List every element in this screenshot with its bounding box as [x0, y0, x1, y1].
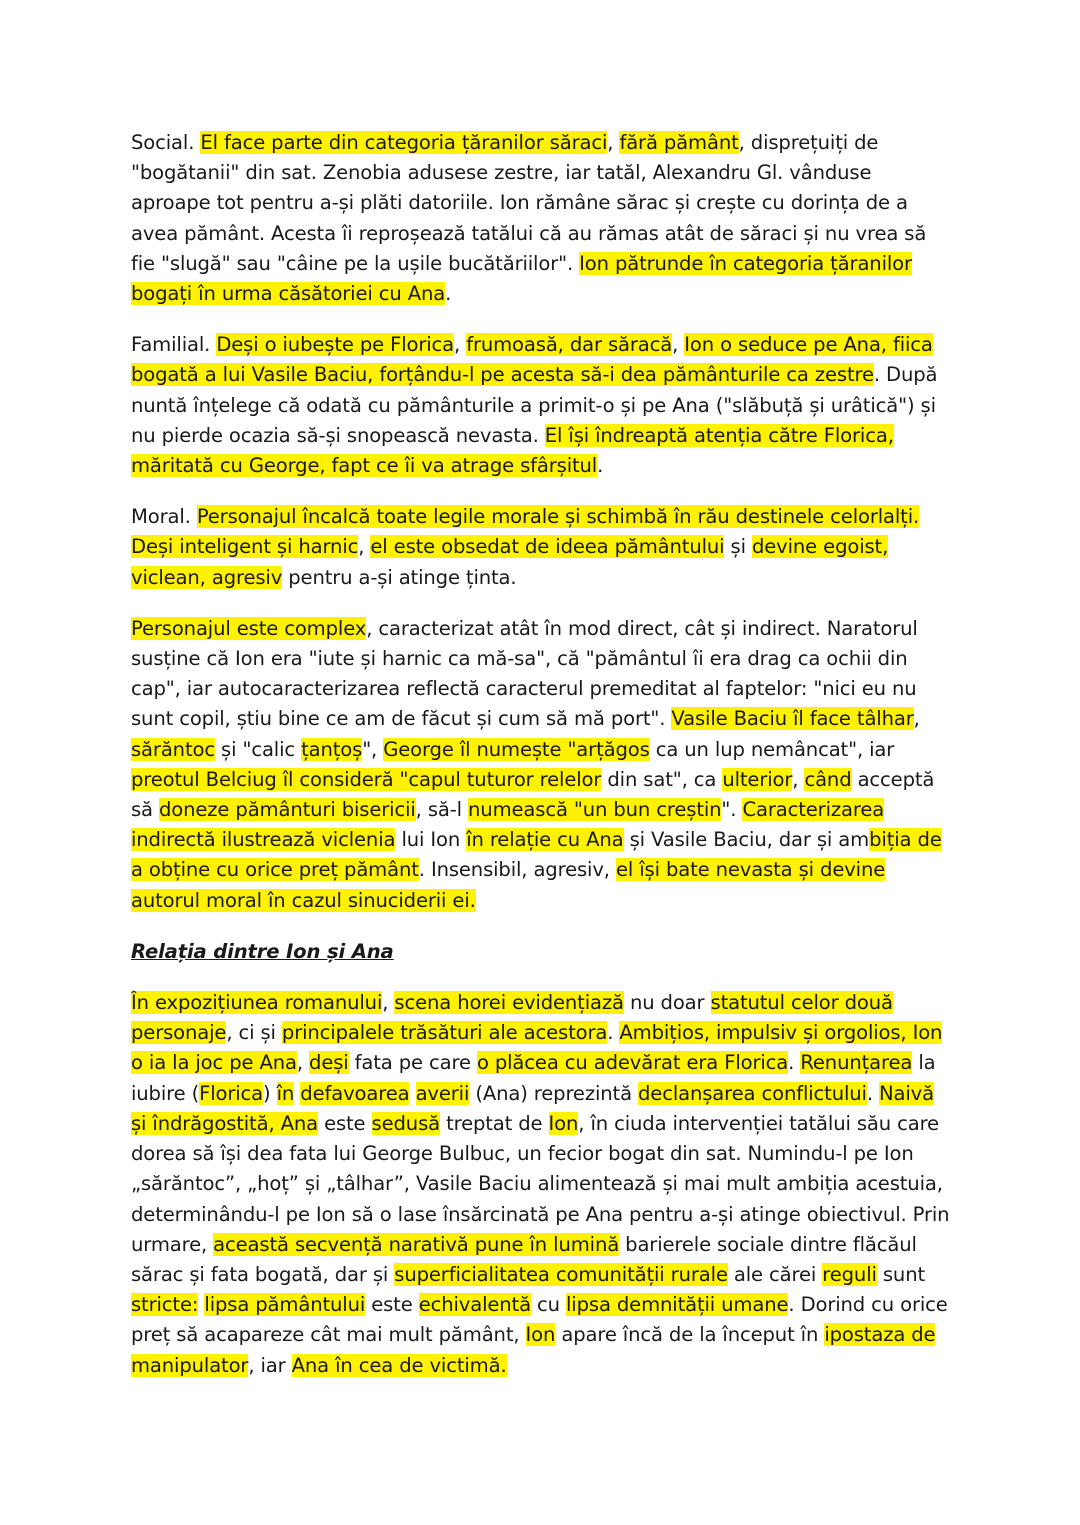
paragraph-relationship	[131, 988, 951, 1381]
text-run: ,	[672, 333, 685, 357]
text-run: ,	[913, 707, 920, 731]
highlighted-text: Deși o iubește pe Florica	[216, 333, 455, 357]
highlighted-text: Deși inteligent și harnic	[131, 535, 359, 559]
text-run: (Ana) reprezintă	[469, 1081, 639, 1105]
text-run: apare încă de la început în	[555, 1323, 825, 1347]
highlighted-text: Ion o seduce pe Ana, fiica bogată a lui Vasile Baciu, forțându-l pe acesta să-i dea pământurile ca zestre	[131, 333, 933, 387]
highlighted-text: numească "un bun creștin	[468, 798, 722, 822]
text-run: , disprețuiți de "bogătanii" din sat. Zenobia adusese zestre, iar tatăl, Alexandru Gl. vânduse aproape tot pentru a-și plăti datoriile. Ion rămâne sărac și crește cu dorința de a avea pământ. Acesta îi reproșează tatălui că au rămas atât de săraci și nu vrea să fie "slugă" sau "câine pe la ușile bucătăriilor".	[131, 131, 927, 275]
text-run: și	[724, 535, 752, 559]
highlighted-text: Caracterizarea indirectă ilustrează viclenia	[131, 798, 885, 852]
text-run: , caracterizat atât în mod direct, cât și indirect. Naratorul susține că Ion era "iute și harnic ca mă-sa", că "pământul îi era drag ca ochii din cap", iar autocaracterizarea reflectă caracterul premeditat al faptelor: "nici eu nu sunt copil, știu bine ce am de făcut și cum să mă port".	[131, 616, 918, 731]
text-run: .	[445, 282, 452, 306]
highlighted-text: ipostaza de manipulator	[131, 1323, 936, 1377]
text-run: la iubire (	[131, 1051, 936, 1105]
text-run: Social.	[131, 131, 201, 154]
text-run: .	[607, 1021, 620, 1045]
highlighted-text: el este obsedat de ideea pământului	[370, 535, 725, 559]
text-run: , să-l	[415, 798, 469, 822]
paragraph-social	[131, 128, 951, 309]
highlighted-text: Florica	[199, 1081, 264, 1105]
text-run: .	[866, 1081, 879, 1105]
text-run: cu	[530, 1293, 567, 1317]
highlighted-text: țanțoș	[301, 737, 363, 761]
highlighted-text: în	[276, 1081, 295, 1105]
text-run: ,	[454, 333, 467, 357]
highlighted-text: această secvență narativă pune în lumină	[213, 1232, 620, 1256]
section-heading: Relația dintre Ion și Ana	[131, 939, 394, 963]
highlighted-text: Ion	[548, 1111, 579, 1135]
text-run: fata pe care	[348, 1051, 477, 1075]
highlighted-text: o plăcea cu adevărat era Florica	[476, 1051, 789, 1075]
highlighted-text: Ion pătrunde în categoria țăranilor bogați în urma căsătoriei cu Ana	[131, 251, 912, 306]
highlighted-text: În expozițiunea romanului	[131, 991, 383, 1015]
text-run: este	[317, 1111, 372, 1135]
highlighted-text: devine egoist, viclean, agresiv	[131, 535, 889, 589]
highlighted-text: lipsa demnității umane	[566, 1293, 789, 1317]
highlighted-text: averii	[415, 1081, 470, 1105]
highlighted-text: reguli	[822, 1262, 877, 1286]
highlighted-text: Ion	[525, 1323, 556, 1347]
text-run: ale cărei	[727, 1262, 823, 1286]
text-run: pentru a-și atinge ținta.	[282, 565, 517, 589]
highlighted-text: superficialitatea comunității rurale	[394, 1262, 728, 1286]
highlighted-text: preotul Belciug îl consideră "capul tuturor relelor	[131, 767, 602, 791]
highlighted-text: principalele trăsături ale acestora	[281, 1021, 608, 1045]
highlighted-text: Ambițios, impulsiv și orgolios, Ion o ia la joc pe Ana	[131, 1021, 943, 1075]
text-run: treptat de	[439, 1111, 549, 1135]
text-run: Familial.	[131, 333, 217, 357]
text-run: .	[597, 454, 604, 478]
highlighted-text: declanșarea conflictului	[638, 1081, 867, 1105]
highlighted-text: ulterior	[722, 767, 793, 791]
text-run: , în ciuda intervenției tatălui său care dorea să își dea fata lui George Bulbuc, un fecior bogat din sat. Numindu-l pe Ion „sărăntoc”, „hoț” și „tâlhar”, Vasile Baciu alimentează și mai mult ambiția acestuia, determinându-l pe Ion să o lase însărcinată pe Ana pentru a-și atinge obiectivul. Prin urmare,	[131, 1111, 950, 1256]
text-run: ca un lup nemâncat", iar	[649, 737, 895, 761]
text-run: este	[365, 1293, 419, 1317]
highlighted-text: biția de a obține cu orice preț pământ	[131, 828, 942, 882]
highlighted-text: stricte:	[131, 1293, 199, 1317]
highlighted-text: sărăntoc	[131, 737, 215, 761]
highlighted-text: scena horei evidențiază	[394, 991, 624, 1015]
text-run: . Insensibil, agresiv,	[418, 858, 616, 882]
text-run: , ci și	[226, 1021, 282, 1045]
text-run: .	[788, 1051, 801, 1075]
highlighted-text: George îl numește "arțăgos	[383, 737, 650, 761]
highlighted-text: în relație cu Ana	[466, 828, 624, 852]
text-run: și Vasile Baciu, dar și am	[623, 828, 870, 852]
highlighted-text: sedusă	[371, 1111, 440, 1135]
highlighted-text: deși	[309, 1051, 349, 1075]
text-run: ,	[358, 535, 371, 559]
text-run: nu doar	[623, 991, 711, 1015]
text-run: din sat", ca	[601, 767, 723, 791]
text-run: ,	[607, 131, 620, 154]
paragraph-moral	[131, 502, 951, 593]
document-page	[131, 128, 951, 1402]
text-run: . Dorind cu orice preț să acapareze cât mai mult pământ,	[131, 1293, 948, 1347]
highlighted-text: statutul celor două personaje	[131, 991, 893, 1045]
text-run: ".	[721, 798, 743, 822]
text-run: și "calic	[214, 737, 302, 761]
highlighted-text: fără pământ	[619, 131, 739, 154]
text-run: . După nuntă înțelege că odată cu pământurile a primit-o și pe Ana ("slăbuță și urâtică") și nu pierde ocazia să-și snopească nevasta.	[131, 363, 938, 447]
text-run: Moral.	[131, 505, 197, 529]
text-run: lui Ion	[395, 828, 467, 852]
text-run: ",	[362, 737, 384, 761]
text-run	[409, 1082, 415, 1105]
text-run: ,	[296, 1051, 310, 1075]
text-run: acceptă să	[131, 767, 935, 822]
highlighted-text: echivalentă	[418, 1293, 531, 1317]
highlighted-text: defavoarea	[300, 1081, 410, 1105]
highlighted-text: doneze pământuri bisericii	[159, 798, 416, 822]
highlighted-text: Ana în cea de victimă.	[291, 1353, 507, 1377]
paragraph-familial	[131, 330, 951, 481]
highlighted-text: Naivă și îndrăgostită, Ana	[131, 1081, 934, 1135]
highlighted-text: Renunțarea	[800, 1051, 913, 1075]
text-run: ,	[382, 991, 395, 1015]
highlighted-text: lipsa pământului	[204, 1293, 366, 1317]
text-run: , iar	[248, 1353, 292, 1377]
highlighted-text: Personajul este complex	[131, 616, 367, 640]
highlighted-text: el își bate nevasta și devine autorul moral în cazul sinuciderii ei.	[131, 858, 886, 912]
highlighted-text: El își îndreaptă atenția către Florica, măritată cu George, fapt ce îi va atrage sfârșitul	[131, 423, 894, 478]
text-run: ,	[792, 767, 805, 791]
highlighted-text: când	[804, 767, 852, 791]
highlighted-text: frumoasă, dar săracă	[466, 333, 673, 357]
highlighted-text: Vasile Baciu îl face tâlhar	[671, 707, 914, 731]
highlighted-text: El face parte din categoria țăranilor săraci	[200, 131, 608, 154]
text-run: sunt	[876, 1262, 926, 1286]
highlighted-text: Personajul încalcă toate legile morale și schimbă în rău destinele celorlalți.	[196, 505, 920, 529]
text-run: )	[263, 1081, 277, 1105]
text-run: barierele sociale dintre flăcăul sărac și fata bogată, dar și	[131, 1232, 917, 1286]
paragraph-characterization	[131, 614, 951, 916]
